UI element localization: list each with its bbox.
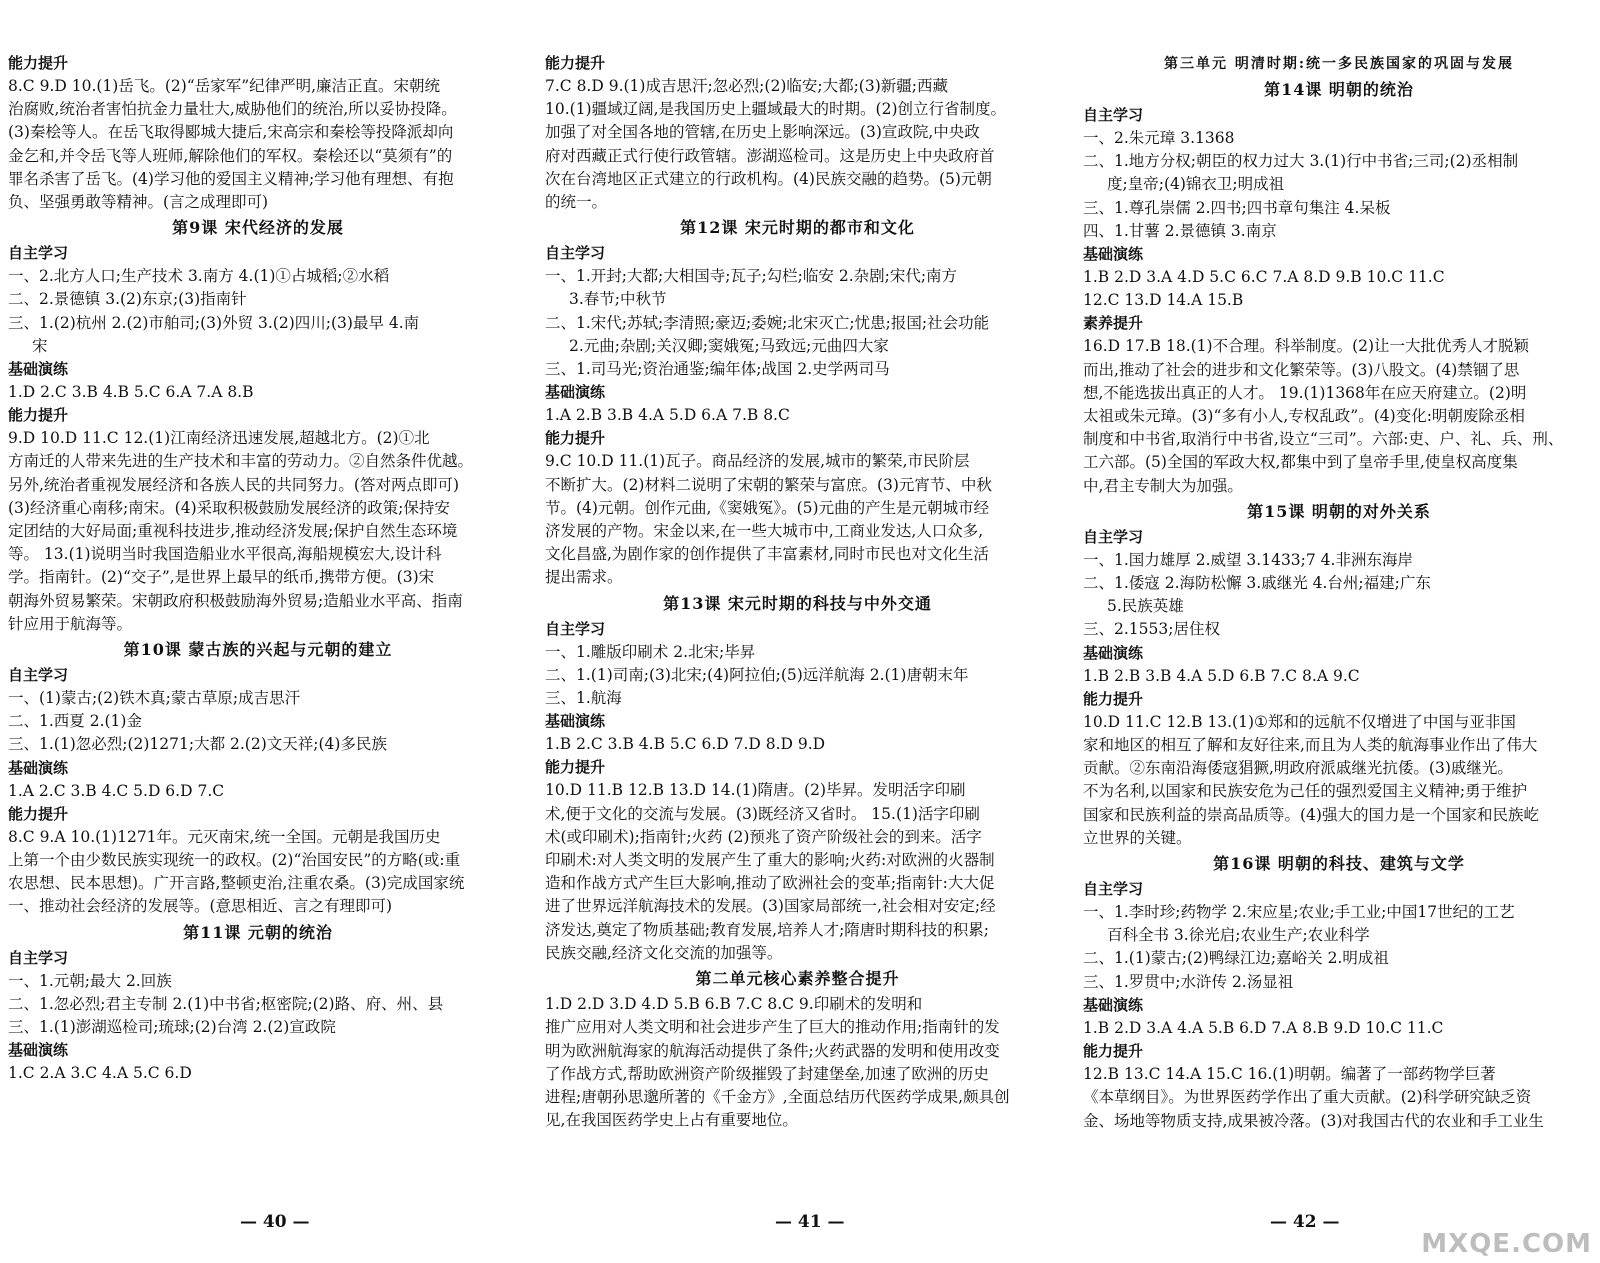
answer-line: 立世界的关键。 <box>1083 828 1192 847</box>
section-heading: 基础演练 <box>1083 245 1144 264</box>
answer-line: 10.(1)疆域辽阔,是我国历史上疆域最大的时期。(2)创立行省制度。 <box>545 100 1006 119</box>
answer-line: 12.B 13.C 14.A 15.C 16.(1)明朝。编著了一部药物学巨著 <box>1083 1065 1496 1084</box>
answer-line: 贡献。②东南沿海倭寇猖獗,明政府派戚继光抗倭。(3)戚继光。 <box>1083 759 1513 778</box>
answer-line: 1.C 2.A 3.C 4.A 5.C 6.D <box>8 1064 192 1083</box>
answer-line: 了作战方式,帮助欧洲资产阶级摧毁了封建堡垒,加速了欧洲的历史 <box>545 1064 989 1083</box>
lesson-title: 第16课 明朝的科技、建筑与文学 <box>1213 854 1465 874</box>
answer-line: 济发达,奠定了物质基础;教育发展,培养人才;隋唐时期科技的积累; <box>545 920 990 939</box>
lesson-title: 第二单元核心素养整合提升 <box>695 969 900 989</box>
section-heading: 基础演练 <box>1083 995 1144 1014</box>
section-heading: 能力提升 <box>545 758 606 777</box>
answer-line: 三、1.(1)忽必烈;(2)1271;大都 2.(2)文天祥;(4)多民族 <box>8 735 387 754</box>
answer-line: 二、2.景德镇 3.(2)东京;(3)指南针 <box>8 290 247 309</box>
answer-line: 不断扩大。(2)材料二说明了宋朝的繁荣与富庶。(3)元宵节、中秋 <box>545 475 992 494</box>
answer-line-indented: 宋 <box>32 336 48 355</box>
section-heading: 自主学习 <box>1083 880 1144 899</box>
answer-line: 见,在我国医药学史上占有重要地位。 <box>545 1111 798 1130</box>
answer-line: 针应用于航海等。 <box>8 614 133 633</box>
answer-line: 印刷术:对人类文明的发展产生了重大的影响;火药:对欧洲的火器制 <box>545 851 995 870</box>
section-heading: 素养提升 <box>1083 314 1144 333</box>
section-heading: 基础演练 <box>8 360 69 379</box>
answer-line: 不为名利,以国家和民族安危为己任的强烈爱国主义精神;勇于维护 <box>1083 782 1528 801</box>
section-heading: 自主学习 <box>8 666 69 685</box>
answer-line: 罪名杀害了岳飞。(4)学习他的爱国主义精神;学习他有理想、有抱 <box>8 169 454 188</box>
answer-line: 三、2.1553;居住权 <box>1083 620 1220 639</box>
answer-line: 二、1.(1)蒙古;(2)鸭绿江边;嘉峪关 2.明成祖 <box>1083 949 1389 968</box>
section-heading: 能力提升 <box>8 406 69 425</box>
answer-line: 工六部。(5)全国的军政大权,都集中到了皇帝手里,使皇权高度集 <box>1083 453 1518 472</box>
answer-line: 一、1.元朝;最大 2.回族 <box>8 971 172 990</box>
answer-line: 民族交融,经济文化交流的加强等。 <box>545 943 783 962</box>
answer-line: 四、1.甘薯 2.景德镇 3.南京 <box>1083 221 1277 240</box>
lesson-title: 第9课 宋代经济的发展 <box>172 218 344 238</box>
answer-line-indented: 3.春节;中秋节 <box>569 290 667 309</box>
answer-line: 《本草纲目》。为世界医药学作出了重大贡献。(2)科学研究缺乏资 <box>1083 1088 1532 1107</box>
answer-column-left <box>8 52 508 1202</box>
section-heading: 能力提升 <box>545 54 606 72</box>
answer-line: 府对西藏正式行使行政管辖。澎湖巡检司。这是历史上中央政府首 <box>545 146 995 165</box>
section-heading: 自主学习 <box>545 619 606 638</box>
answer-line: 1.B 2.B 3.B 4.A 5.D 6.B 7.C 8.A 9.C <box>1083 666 1360 685</box>
answer-line: 金、场地等物质支持,成果被冷落。(3)对我国古代的农业和手工业生 <box>1083 1111 1544 1130</box>
answer-line: 三、1.司马光;资治通鉴;编年体;战国 2.史学两司马 <box>545 360 890 379</box>
answer-line: 进程;唐朝孙思邈所著的《千金方》,全面总结历代医药学成果,颇具创 <box>545 1087 1010 1106</box>
answer-line: 9.C 10.D 11.(1)瓦子。商品经济的发展,城市的繁荣,市民阶层 <box>545 452 970 471</box>
answer-line: 一、1.国力雄厚 2.威望 3.1433;7 4.非洲东海岸 <box>1083 550 1413 569</box>
section-heading: 基础演练 <box>1083 643 1144 662</box>
answer-line: 二、1.倭寇 2.海防松懈 3.戚继光 4.台州;福建;广东 <box>1083 574 1431 593</box>
answer-line: 一、2.朱元璋 3.1368 <box>1083 129 1235 147</box>
answer-line: 术(或印刷术);指南针;火药 (2)预兆了资产阶级社会的到来。活字 <box>545 827 982 846</box>
answer-line: 济发展的产物。宋金以来,在一些大城市中,工商业发达,人口众多, <box>545 522 984 541</box>
answer-line-indented: 度;皇帝;(4)锦衣卫;明成祖 <box>1107 175 1285 194</box>
answer-line: 8.C 9.A 10.(1)1271年。元灭南宋,统一全国。元朝是我国历史 <box>8 827 441 846</box>
section-heading: 自主学习 <box>1083 106 1144 124</box>
answer-line: 造和作战方式产生巨大影响,推动了欧洲社会的变革;指南针:大大促 <box>545 874 995 893</box>
answer-line: 一、2.北方人口;生产技术 3.南方 4.(1)①占城稻;②水稻 <box>8 267 390 286</box>
answer-line: 三、1.尊孔崇儒 2.四书;四书章句集注 4.呆板 <box>1083 198 1391 217</box>
answer-line-indented: 百科全书 3.徐光启;农业生产;农业科学 <box>1107 926 1370 945</box>
answer-line: 学。指南针。(2)“交子”,是世界上最早的纸币,携带方便。(3)宋 <box>8 568 435 587</box>
answer-line: 12.C 13.D 14.A 15.B <box>1083 291 1244 310</box>
answer-column-right <box>1083 52 1595 1202</box>
answer-line: 负、坚强勇敢等精神。(言之成理即可) <box>8 193 269 212</box>
lesson-title: 第15课 明朝的对外关系 <box>1247 501 1431 521</box>
answer-line: 定团结的大好局面;重视科技进步,推动经济发展;保护自然生态环境 <box>8 522 458 541</box>
answer-line: 等。 13.(1)说明当时我国造船业水平很高,海船规模宏大,设计科 <box>8 545 442 564</box>
answer-line: 制度和中书省,取消行中书省,设立“三司”。六部:吏、户、礼、兵、刑、 <box>1083 430 1564 449</box>
answer-line: 1.A 2.B 3.B 4.A 5.D 6.A 7.B 8.C <box>545 406 790 425</box>
answer-line: 朝海外贸易繁荣。宋朝政府积极鼓励海外贸易;造船业水平高、指南 <box>8 591 463 610</box>
answer-line: 1.A 2.C 3.B 4.C 5.D 6.D 7.C <box>8 781 225 800</box>
answer-line: 1.B 2.D 3.A 4.A 5.B 6.D 7.A 8.B 9.D 10.C 11.C <box>1083 1018 1444 1037</box>
watermark-logo: MXQE.COM <box>1421 1229 1592 1259</box>
lesson-title: 第14课 明朝的统治 <box>1264 80 1414 99</box>
answer-line: 提出需求。 <box>545 568 623 587</box>
answer-line: (3)秦桧等人。在岳飞取得郾城大捷后,宋高宗和秦桧等投降派却向 <box>8 123 454 142</box>
answer-line: 二、1.忽必烈;君主专制 2.(1)中书省;枢密院;(2)路、府、州、县 <box>8 994 444 1013</box>
answer-line: 一、(1)蒙古;(2)铁木真;蒙古草原;成吉思汗 <box>8 689 301 708</box>
page-number-42: — 42 — <box>1270 1212 1340 1232</box>
answer-line: 三、1.(1)澎湖巡检司;琉球;(2)台湾 2.(2)宣政院 <box>8 1018 336 1037</box>
lesson-title: 第12课 宋元时期的都市和文化 <box>680 218 915 238</box>
section-heading: 基础演练 <box>545 383 606 402</box>
answer-line: 1.B 2.C 3.B 4.B 5.C 6.D 7.D 8.D 9.D <box>545 735 826 754</box>
answer-line: 一、推动社会经济的发展等。(意思相近、言之有理即可) <box>8 897 393 916</box>
answer-line: 术,便于文化的交流与发展。(3)既经济又省时。 15.(1)活字印刷 <box>545 804 980 823</box>
answer-line: 而出,推动了社会的进步和文化繁荣等。(3)八股文。(4)禁锢了思 <box>1083 360 1520 379</box>
answer-line: 10.D 11.B 12.B 13.D 14.(1)隋唐。(2)毕昇。发明活字印刷 <box>545 781 966 800</box>
section-heading: 能力提升 <box>8 54 69 72</box>
answer-line: 的统一。 <box>545 193 608 212</box>
answer-line: 节。(4)元朝。创作元曲,《窦娥冤》。(5)元曲的产生是元朝城市经 <box>545 498 990 517</box>
answer-line: 中,君主专制大为加强。 <box>1083 476 1243 495</box>
answer-line: 一、1.李时珍;药物学 2.宋应星;农业;手工业;中国17世纪的工艺 <box>1083 903 1515 922</box>
answer-line: 二、1.地方分权;朝臣的权力过大 3.(1)行中书省;三司;(2)丞相制 <box>1083 152 1519 171</box>
unit-title: 第三单元 明清时期:统一多民族国家的巩固与发展 <box>1163 56 1515 72</box>
page-number-40: — 40 — <box>240 1212 310 1232</box>
answer-line-indented: 2.元曲;杂剧;关汉卿;窦娥冤;马致远;元曲四大家 <box>569 336 889 355</box>
lesson-title: 第11课 元朝的统治 <box>183 922 333 942</box>
answer-line: 上第一个由少数民族实现统一的政权。(2)“治国安民”的方略(或:重 <box>8 851 461 870</box>
answer-line: 7.C 8.D 9.(1)成吉思汗;忽必烈;(2)临安;大都;(3)新疆;西藏 <box>545 77 948 95</box>
answer-line: (3)经济重心南移;南宋。(4)采取积极鼓励发展经济的政策;保持安 <box>8 498 450 517</box>
answer-column-middle <box>545 52 1050 1202</box>
answer-line: 想,不能选拔出真正的人才。 19.(1)1368年在应天府建立。(2)明 <box>1083 383 1527 402</box>
answer-line: 农思想、民本思想)。广开言路,整顿吏治,注重农桑。(3)完成国家统 <box>8 874 465 893</box>
answer-line: 二、1.西夏 2.(1)金 <box>8 712 142 731</box>
section-heading: 自主学习 <box>8 244 69 263</box>
section-heading: 能力提升 <box>8 804 69 823</box>
answer-line: 金乞和,并令岳飞等人班师,解除他们的军权。秦桧还以“莫须有”的 <box>8 146 453 165</box>
answer-line: 一、1.雕版印刷术 2.北宋;毕昇 <box>545 642 756 661</box>
answer-line: 明为欧洲航海家的航海活动提供了条件;火药武器的发明和使用改变 <box>545 1041 1000 1060</box>
answer-line: 10.D 11.C 12.B 13.(1)①郑和的远航不仅增进了中国与亚非国 <box>1083 712 1516 731</box>
section-heading: 自主学习 <box>8 948 69 967</box>
lesson-title: 第13课 宋元时期的科技与中外交通 <box>663 593 932 613</box>
answer-line: 太祖或朱元璋。(3)“多有小人,专权乱政”。(4)变化:明朝废除丞相 <box>1083 407 1525 426</box>
answer-line: 次在台湾地区正式建立的行政机构。(4)民族交融的趋势。(5)元朝 <box>545 169 992 188</box>
answer-line: 治腐败,统治者害怕抗金力量壮大,威胁他们的统治,所以妥协投降。 <box>8 100 457 119</box>
answer-line: 一、1.开封;大都;大相国寺;瓦子;勾栏;临安 2.杂剧;宋代;南方 <box>545 267 958 286</box>
answer-line: 推广应用对人类文明和社会进步产生了巨大的推动作用;指南针的发 <box>545 1018 1000 1037</box>
section-heading: 能力提升 <box>1083 1042 1144 1061</box>
section-heading: 自主学习 <box>545 244 606 263</box>
section-heading: 基础演练 <box>8 1041 69 1060</box>
answer-line: 8.C 9.D 10.(1)岳飞。(2)“岳家军”纪律严明,廉洁正直。宋朝统 <box>8 77 441 95</box>
answer-line: 1.D 2.C 3.B 4.B 5.C 6.A 7.A 8.B <box>8 383 254 402</box>
answer-line: 进了世界远洋航海技术的发展。(3)国家局部统一,社会相对安定;经 <box>545 897 996 916</box>
answer-line: 1.D 2.D 3.D 4.D 5.B 6.B 7.C 8.C 9.印刷术的发明和 <box>545 995 923 1014</box>
section-heading: 基础演练 <box>545 712 606 731</box>
answer-line: 文化昌盛,为剧作家的创作提供了丰富素材,同时市民也对文化生活 <box>545 545 989 564</box>
answer-line: 方南迁的人带来先进的生产技术和丰富的劳动力。②自然条件优越。 <box>8 452 474 471</box>
answer-line: 二、1.(1)司南;(3)北宋;(4)阿拉伯;(5)远洋航海 2.(1)唐朝末年 <box>545 665 969 684</box>
section-heading: 基础演练 <box>8 758 69 777</box>
answer-line: 三、1.(2)杭州 2.(2)市舶司;(3)外贸 3.(2)四川;(3)最早 4.南 <box>8 313 420 332</box>
page-number-41: — 41 — <box>775 1212 845 1232</box>
answer-line: 加强了对全国各地的管辖,在历史上影响深远。(3)宣政院,中央政 <box>545 123 980 142</box>
answer-line: 国家和民族利益的崇高品质等。(4)强大的国力是一个国家和民族屹 <box>1083 805 1539 824</box>
answer-line: 16.D 17.B 18.(1)不合理。科举制度。(2)让一大批优秀人才脱颖 <box>1083 337 1530 356</box>
answer-line-indented: 5.民族英雄 <box>1107 597 1184 616</box>
answer-line: 另外,统治者重视发展经济和各族人民的共同努力。(答对两点即可) <box>8 475 460 494</box>
answer-line: 三、1.航海 <box>545 689 622 708</box>
answer-line: 二、1.宋代;苏轼;李清照;豪迈;委婉;北宋灭亡;忧患;报国;社会功能 <box>545 313 990 332</box>
section-heading: 能力提升 <box>1083 689 1144 708</box>
lesson-title: 第10课 蒙古族的兴起与元朝的建立 <box>123 640 393 660</box>
answer-line: 家和地区的相互了解和友好往来,而且为人类的航海事业作出了伟大 <box>1083 736 1538 755</box>
answer-line: 9.D 10.D 11.C 12.(1)江南经济迅速发展,超越北方。(2)①北 <box>8 429 430 448</box>
section-heading: 自主学习 <box>1083 527 1144 546</box>
section-heading: 能力提升 <box>545 429 606 448</box>
answer-line: 三、1.罗贯中;水浒传 2.汤显祖 <box>1083 972 1294 991</box>
answer-line: 1.B 2.D 3.A 4.D 5.C 6.C 7.A 8.D 9.B 10.C 11.C <box>1083 268 1445 287</box>
